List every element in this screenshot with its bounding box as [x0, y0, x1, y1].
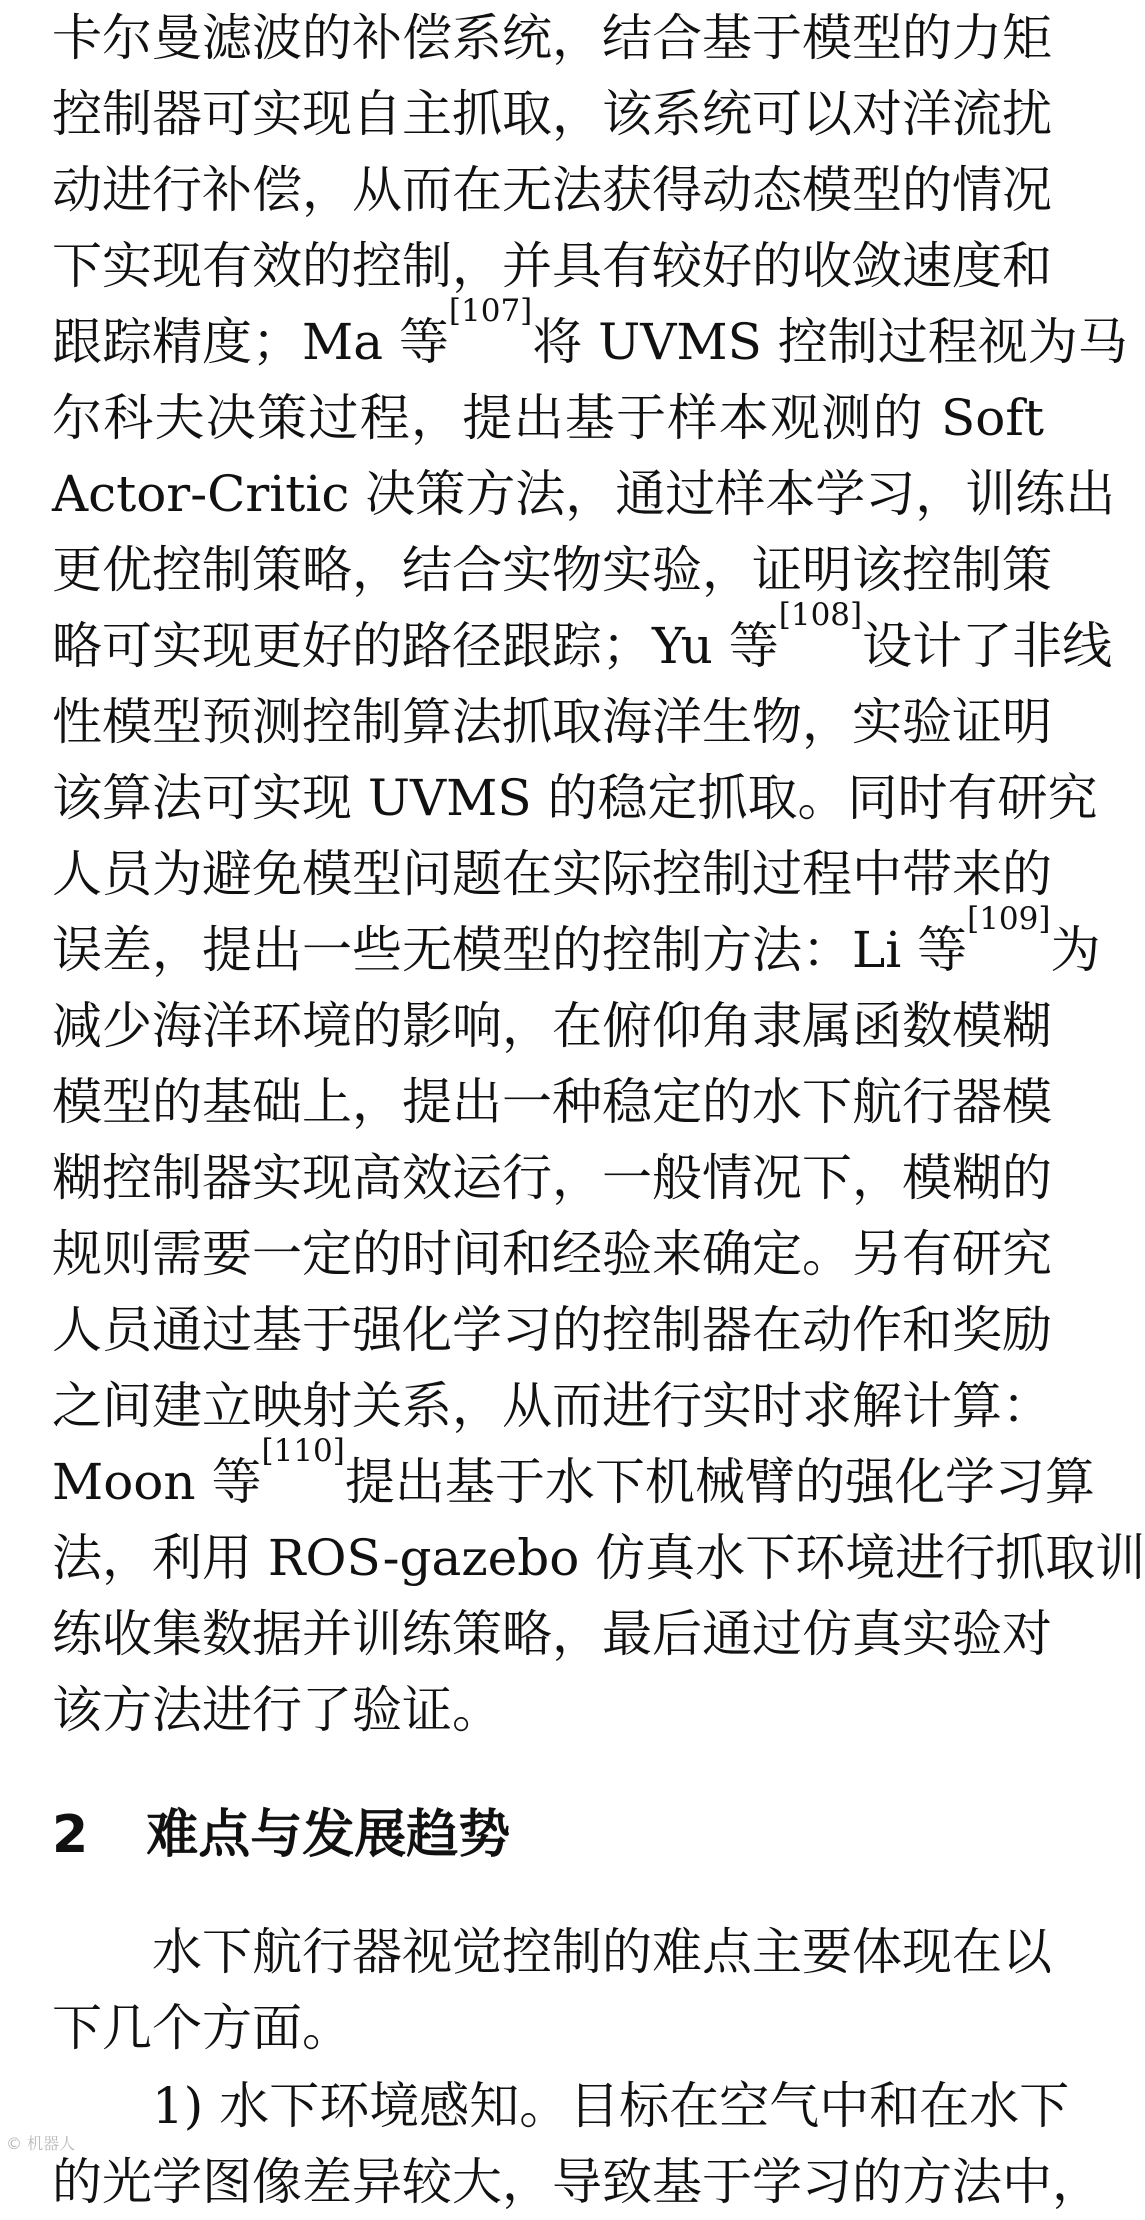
text-line: 练收集数据并训练策略，最后通过仿真实验对 [52, 1605, 1052, 1663]
text-line: 人员通过基于强化学习的控制器在动作和奖励 [52, 1301, 1052, 1359]
text-line: 卡尔曼滤波的补偿系统，结合基于模型的力矩 [52, 9, 1052, 67]
text-segment: 为 [1050, 921, 1101, 979]
text-segment: 提出基于水下机械臂的强化学习算 [344, 1453, 1095, 1511]
text-line: 人员为避免模型问题在实际控制过程中带来的 [52, 845, 1052, 903]
text-segment: 跟踪精度；Ma 等 [52, 313, 449, 371]
citation-ref-108: [108] [778, 597, 863, 633]
text-line: 减少海洋环境的影响，在俯仰角隶属函数模糊 [52, 997, 1052, 1055]
text-line [52, 597, 1113, 684]
text-line: 下实现有效的控制，并具有较好的收敛速度和 [52, 237, 1052, 295]
text-line: 模型的基础上，提出一种稳定的水下航行器模 [52, 1073, 1052, 1131]
text-segment: Moon 等 [52, 1453, 262, 1511]
text-line: 该算法可实现 UVMS 的稳定抓取。同时有研究 [52, 769, 1098, 827]
citation-ref-110: [110] [261, 1433, 345, 1469]
section-number: 2 [52, 1805, 89, 1865]
text-line: 之间建立映射关系，从而进行实时求解计算： [52, 1377, 1052, 1435]
text-line: 更优控制策略，结合实物实验，证明该控制策 [52, 541, 1052, 599]
text-line: 的光学图像差异较大，导致基于学习的方法中， [52, 2153, 1102, 2211]
text-line: 下几个方面。 [52, 1999, 352, 2057]
text-segment: 略可实现更好的路径跟踪；Yu 等 [52, 617, 779, 675]
text-line: 规则需要一定的时间和经验来确定。另有研究 [52, 1225, 1052, 1283]
text-line: 性模型预测控制算法抓取海洋生物，实验证明 [52, 693, 1052, 751]
text-line: 水下航行器视觉控制的难点主要体现在以 [152, 1923, 1052, 1981]
text-line: 控制器可实现自主抓取，该系统可以对洋流扰 [52, 85, 1052, 143]
text-segment: 设计了非线 [862, 617, 1113, 675]
text-segment: 将 UVMS 控制过程视为马 [532, 313, 1128, 371]
text-line: 该方法进行了验证。 [52, 1681, 502, 1739]
citation-ref-109: [109] [967, 901, 1051, 937]
section-heading [52, 1790, 510, 1880]
watermark: © 机器人 [6, 2134, 76, 2153]
text-line: 法，利用 ROS-gazebo 仿真水下环境进行抓取训 [52, 1529, 1145, 1587]
text-line: Actor-Critic 决策方法，通过样本学习，训练出 [52, 465, 1116, 523]
text-line: 1) 水下环境感知。目标在空气中和在水下 [152, 2077, 1070, 2135]
text-line [52, 901, 1101, 988]
text-line: 糊控制器实现高效运行，一般情况下，模糊的 [52, 1149, 1052, 1207]
text-line [52, 293, 1128, 380]
citation-ref-107: [107] [448, 293, 533, 329]
section-title: 难点与发展趋势 [146, 1805, 511, 1865]
text-line [52, 1433, 1095, 1520]
text-line: 动进行补偿，从而在无法获得动态模型的情况 [52, 161, 1052, 219]
text-line: 尔科夫决策过程，提出基于样本观测的 Soft [52, 389, 1044, 447]
text-segment: 误差，提出一些无模型的控制方法：Li 等 [52, 921, 968, 979]
